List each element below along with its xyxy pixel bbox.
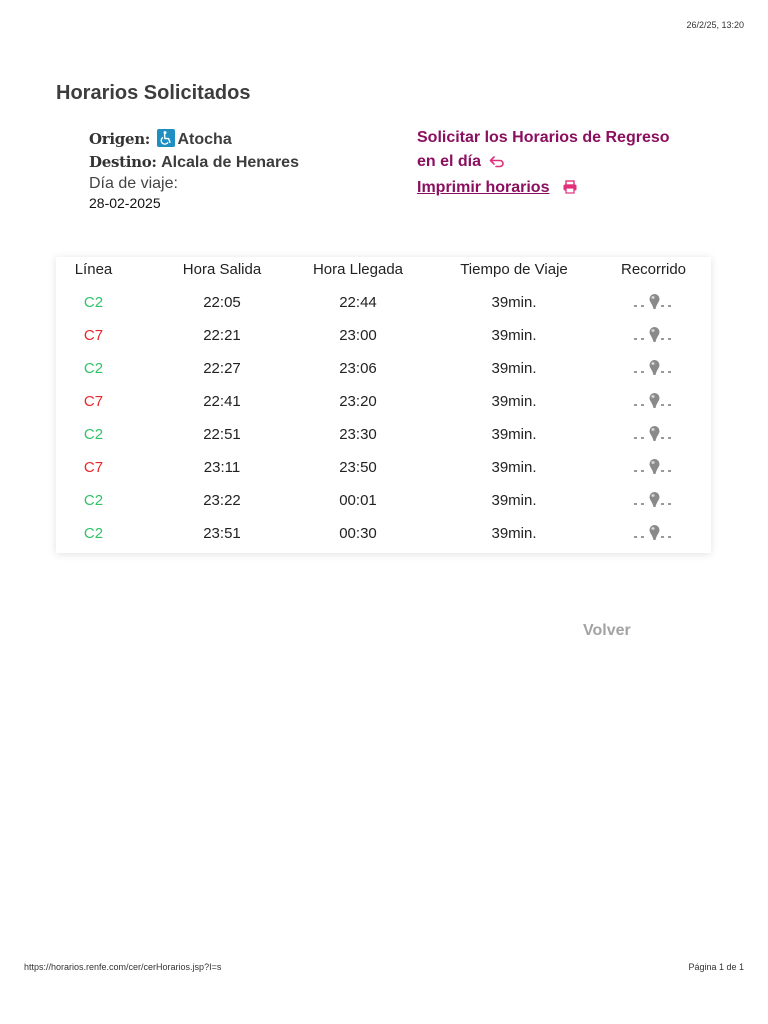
destination-label: Destino: xyxy=(89,153,157,171)
table-row xyxy=(56,391,711,424)
wheelchair-accessible-icon xyxy=(157,129,175,147)
trip-info xyxy=(89,128,299,212)
travel-day-value: 28-02-2025 xyxy=(89,195,161,211)
departure-time: 22:05 xyxy=(203,294,241,311)
route-map-pin-icon[interactable] xyxy=(632,523,676,552)
table-row xyxy=(56,457,711,490)
travel-duration: 39min. xyxy=(491,459,537,476)
header-arrival: Hora Llegada xyxy=(312,261,404,278)
print-schedule-link[interactable] xyxy=(417,176,549,200)
origin-label: Origen: xyxy=(89,130,151,148)
header-departure: Hora Salida xyxy=(182,261,262,278)
arrival-time: 23:00 xyxy=(339,327,377,344)
return-schedule-link[interactable] xyxy=(417,126,717,176)
travel-duration: 39min. xyxy=(491,393,537,410)
destination-line xyxy=(89,151,299,174)
travel-duration: 39min. xyxy=(491,360,537,377)
table-row xyxy=(56,490,711,523)
arrival-time: 00:30 xyxy=(339,525,377,542)
travel-duration: 39min. xyxy=(491,426,537,443)
line-code: C2 xyxy=(83,360,104,377)
route-cell xyxy=(596,358,711,387)
route-cell xyxy=(596,325,711,354)
printer-icon[interactable] xyxy=(562,180,578,199)
line-code: C7 xyxy=(83,459,104,476)
travel-duration: 39min. xyxy=(491,525,537,542)
departure-time: 23:11 xyxy=(203,459,241,476)
departure-time: 22:27 xyxy=(203,360,241,377)
return-link-line2: en el día xyxy=(417,153,482,170)
line-code: C2 xyxy=(83,525,104,542)
route-cell xyxy=(596,490,711,519)
route-cell xyxy=(596,523,711,552)
arrival-time: 22:44 xyxy=(339,294,377,311)
table-header-row xyxy=(56,259,711,292)
route-map-pin-icon[interactable] xyxy=(632,490,676,519)
origin-line xyxy=(89,128,299,151)
travel-duration: 39min. xyxy=(491,294,537,311)
route-map-pin-icon[interactable] xyxy=(632,292,676,321)
travel-duration: 39min. xyxy=(491,492,537,509)
schedule-table xyxy=(56,257,711,553)
line-code: C2 xyxy=(83,426,104,443)
route-cell xyxy=(596,424,711,453)
line-code: C2 xyxy=(83,492,104,509)
return-arrow-icon xyxy=(489,152,505,176)
page-title: Horarios Solicitados xyxy=(56,82,251,104)
route-map-pin-icon[interactable] xyxy=(632,325,676,354)
route-cell xyxy=(596,457,711,486)
departure-time: 22:21 xyxy=(203,327,241,344)
route-map-pin-icon[interactable] xyxy=(632,391,676,420)
header-route: Recorrido xyxy=(620,261,687,278)
back-button[interactable]: Volver xyxy=(583,622,631,639)
departure-time: 22:51 xyxy=(203,426,241,443)
travel-duration: 39min. xyxy=(491,327,537,344)
route-cell xyxy=(596,292,711,321)
table-row xyxy=(56,424,711,457)
arrival-time: 23:30 xyxy=(339,426,377,443)
arrival-time: 00:01 xyxy=(339,492,377,509)
footer-url: https://horarios.renfe.com/cer/cerHorarios.jsp?I=s xyxy=(24,962,222,972)
arrival-time: 23:06 xyxy=(339,360,377,377)
arrival-time: 23:50 xyxy=(339,459,377,476)
table-row xyxy=(56,358,711,391)
departure-time: 22:41 xyxy=(203,393,241,410)
departure-time: 23:22 xyxy=(203,492,241,509)
footer-page-number: Página 1 de 1 xyxy=(688,962,744,972)
departure-time: 23:51 xyxy=(203,525,241,542)
route-map-pin-icon[interactable] xyxy=(632,457,676,486)
table-row xyxy=(56,292,711,325)
destination-value: Alcala de Henares xyxy=(161,154,299,171)
header-line: Línea xyxy=(74,261,113,278)
arrival-time: 23:20 xyxy=(339,393,377,410)
route-map-pin-icon[interactable] xyxy=(632,358,676,387)
table-row xyxy=(56,523,711,556)
print-date: 26/2/25, 13:20 xyxy=(686,20,744,30)
route-map-pin-icon[interactable] xyxy=(632,424,676,453)
header-duration: Tiempo de Viaje xyxy=(460,261,568,278)
print-link-label: Imprimir horarios xyxy=(417,179,550,196)
origin-value: Atocha xyxy=(177,131,232,148)
route-cell xyxy=(596,391,711,420)
travel-day-label: Día de viaje: xyxy=(89,175,178,192)
table-row xyxy=(56,325,711,358)
action-links xyxy=(417,126,717,200)
line-code: C7 xyxy=(83,393,104,410)
return-link-line1: Solicitar los Horarios de Regreso xyxy=(417,129,670,146)
line-code: C7 xyxy=(83,327,104,344)
line-code: C2 xyxy=(83,294,104,311)
